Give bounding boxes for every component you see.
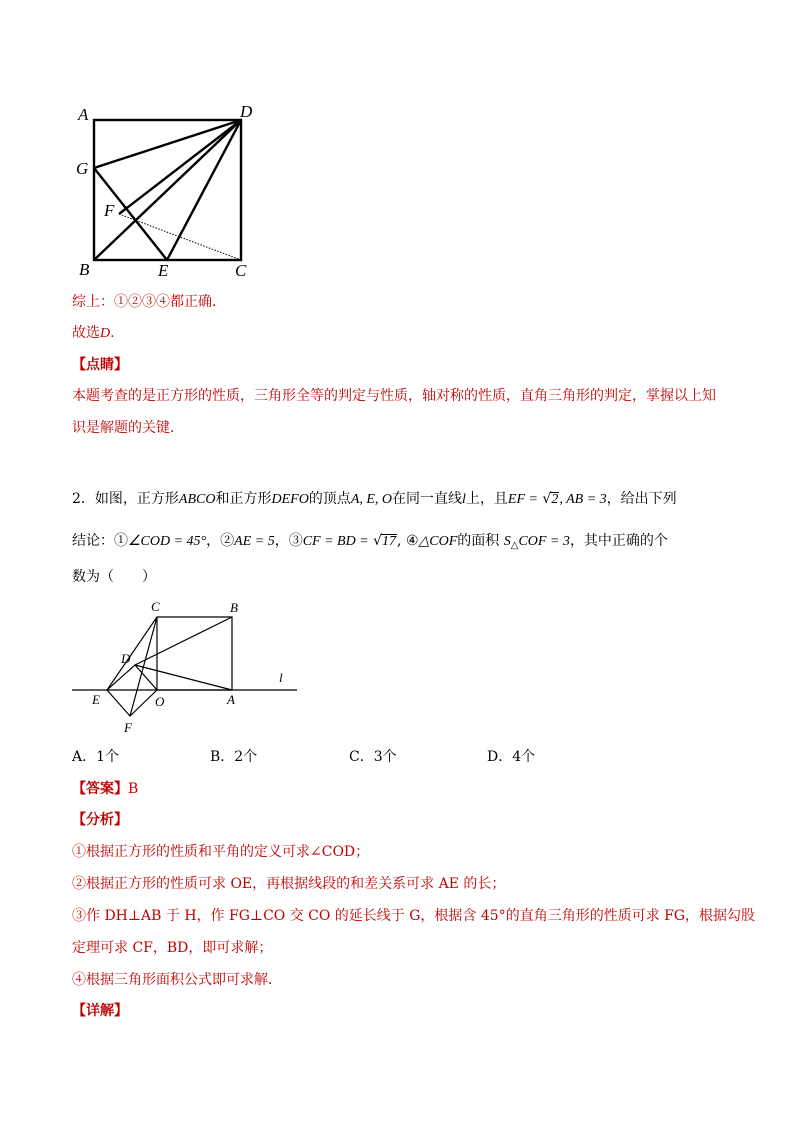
q2-text: ，③ bbox=[274, 533, 303, 549]
label-f: F bbox=[104, 201, 115, 220]
q2-text: ，其中正确的个 bbox=[569, 533, 668, 549]
segment-da bbox=[135, 665, 232, 690]
q2-text: 的面积 bbox=[457, 533, 500, 549]
segment-bd-partial bbox=[94, 120, 241, 260]
q2-math-ae: AE = 5 bbox=[234, 534, 275, 549]
q2-math-sqrt17: 17 bbox=[382, 534, 397, 549]
q2-math-ef: EF = bbox=[507, 492, 538, 507]
analysis-line5: ④根据三角形面积公式即可求解． bbox=[72, 972, 282, 988]
answer-value: B bbox=[128, 781, 139, 797]
q2-math-scof: COF = 3 bbox=[518, 534, 570, 549]
choose-suffix: . bbox=[110, 325, 115, 341]
label-c: C bbox=[151, 599, 160, 614]
q2-math-defo: DEFO bbox=[271, 492, 309, 507]
q2-math-abco: ABCO bbox=[178, 492, 216, 507]
detail-heading: 【详解】 bbox=[72, 1003, 128, 1019]
choose-answer: D bbox=[100, 326, 111, 341]
option-b[interactable]: B．2个 bbox=[210, 749, 258, 765]
q2-math-cfbd: CF = BD = bbox=[302, 534, 369, 549]
q2-math-tri: △COF bbox=[418, 534, 458, 549]
q2-math-s-sub: △ bbox=[510, 540, 519, 551]
square-abco bbox=[157, 617, 232, 690]
segment-db bbox=[135, 617, 232, 665]
label-b: B bbox=[79, 260, 90, 279]
label-e: E bbox=[158, 261, 169, 280]
option-c[interactable]: C．3个 bbox=[349, 749, 397, 765]
q2-text: 的顶点 bbox=[308, 491, 351, 507]
label-c: C bbox=[235, 261, 247, 280]
summary-text: 综上：①②③④都正确． bbox=[72, 294, 226, 310]
figure-square-abcd bbox=[70, 98, 260, 283]
label-f: F bbox=[124, 720, 132, 735]
q2-math-l: l bbox=[462, 492, 466, 507]
q2-text: 在同一直线 bbox=[392, 491, 463, 507]
label-e: E bbox=[92, 692, 100, 707]
dianjing-line1: 本题考查的是正方形的性质，三角形全等的判定与性质，轴对称的性质，直角三角形的判定，掌握以上知 bbox=[72, 388, 716, 404]
q2-text: 和正方形 bbox=[215, 491, 272, 507]
question2-line2: 结论：①∠COD = 45°，②AE = 5，③CF = BD = √17, ④△COF的面积 $S_\triangle COF = 3$，其中正确的个 bbox=[72, 533, 668, 551]
label-l: l bbox=[279, 670, 283, 685]
answer-label: 【答案】 bbox=[72, 781, 128, 797]
label-d: D bbox=[121, 651, 131, 666]
option-d[interactable]: D．4个 bbox=[487, 749, 536, 765]
label-b: B bbox=[230, 600, 238, 615]
choose-line bbox=[72, 323, 115, 344]
label-g: G bbox=[76, 159, 89, 178]
answer-line bbox=[72, 779, 138, 799]
q2-text: 结论：① bbox=[72, 533, 128, 549]
q2-text: ，给出下列 bbox=[606, 491, 677, 507]
choose-prefix: 故选 bbox=[72, 325, 100, 341]
label-d: D bbox=[240, 102, 253, 121]
segment-ec bbox=[107, 617, 157, 690]
option-a[interactable]: A．1个 bbox=[72, 749, 120, 765]
q2-text: 2．如图，正方形 bbox=[72, 491, 179, 507]
label-o: O bbox=[155, 694, 165, 709]
question2-line3: 数为（ ） bbox=[72, 569, 156, 585]
analysis-line1: ①根据正方形的性质和平角的定义可求∠COD； bbox=[72, 844, 370, 860]
analysis-heading: 【分析】 bbox=[72, 812, 128, 828]
analysis-line2: ②根据正方形的性质可求 OE，再根据线段的和差关系可求 AE 的长； bbox=[72, 876, 506, 892]
figure-two-squares bbox=[70, 596, 302, 738]
q2-math-sqrt2: 2 bbox=[551, 492, 559, 507]
dianjing-heading: 【点睛】 bbox=[72, 357, 128, 373]
q2-math-cod: ∠COD = 45° bbox=[128, 534, 207, 549]
q2-text: ，② bbox=[206, 533, 235, 549]
analysis-line4: 定理可求 CF，BD，即可求解； bbox=[72, 940, 273, 956]
q2-text: , ④ bbox=[397, 533, 419, 549]
q2-math-s: S bbox=[503, 534, 511, 549]
q2-math-aeo: A, E, O bbox=[350, 492, 393, 507]
q2-text: 上，且 bbox=[465, 491, 508, 507]
segment-fd bbox=[119, 120, 241, 214]
dianjing-line2: 识是解题的关键． bbox=[72, 420, 184, 436]
q2-math-ab: , AB = 3 bbox=[559, 492, 607, 507]
question2-line1: 2．如图，正方形ABCO和正方形DEFO的顶点A, E, O在同一直线l上，且EF = √2, AB = 3，给出下列 bbox=[72, 491, 677, 507]
label-a: A bbox=[78, 105, 89, 124]
label-a: A bbox=[227, 692, 235, 707]
analysis-line3: ③作 DH⊥AB 于 H，作 FG⊥CO 交 CO 的延长线于 G，根据含 45°的直角三角形的性质可求 FG，根据勾股 bbox=[72, 908, 756, 924]
